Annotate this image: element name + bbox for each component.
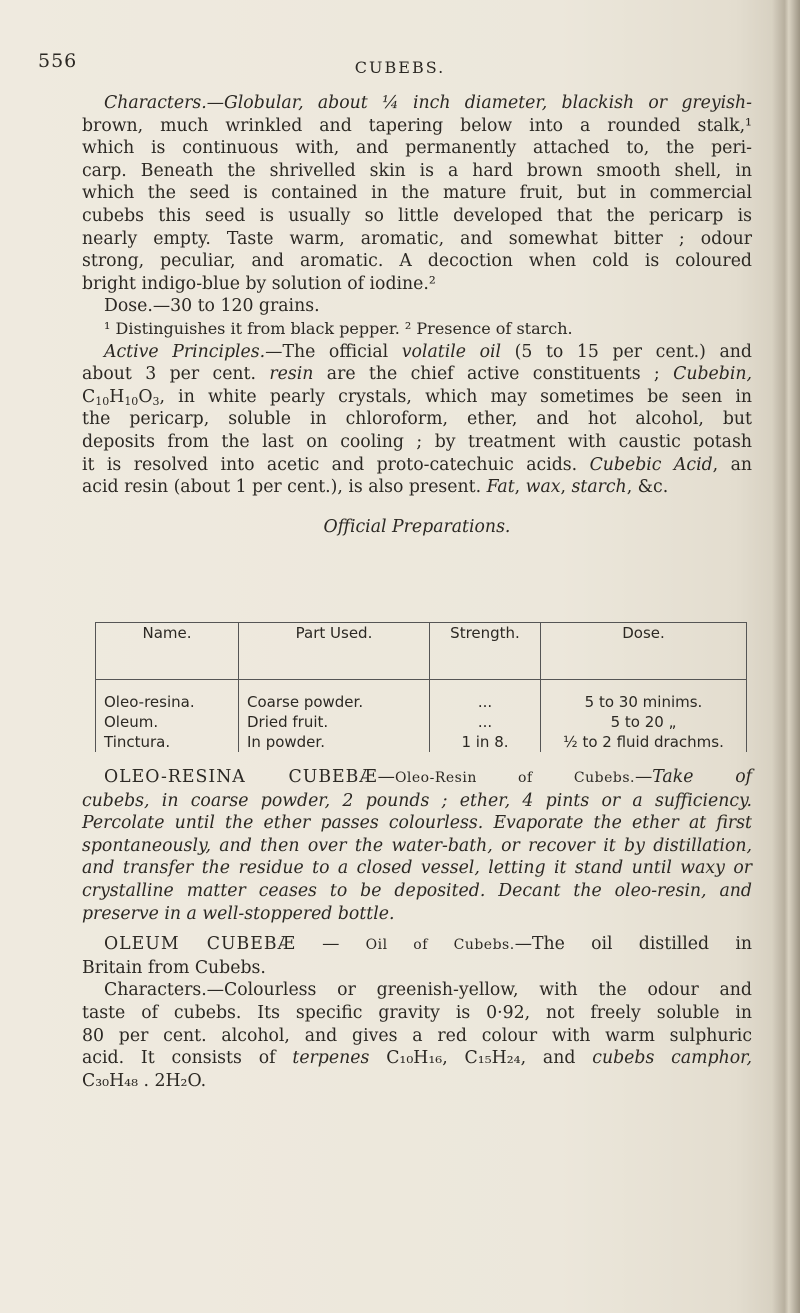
- name-cell: [96, 680, 239, 753]
- preparations-table: [95, 622, 747, 752]
- oleum-line-5: 80 per cent. alcohol, and gives a red colour with warm sulphuric: [82, 1025, 752, 1046]
- header-name: Name.: [96, 623, 239, 680]
- dose-2: 5 to 20 „: [610, 713, 677, 731]
- characters-line-1: Characters.—Globular, about ¼ inch diameter, blackish or greyish-: [104, 93, 752, 113]
- characters-line-3: which is continuous with, and permanently attached to, the peri-: [82, 138, 752, 159]
- oleoresina-line-1: OLEO-RESINA CUBEBÆ—Oleo-Resin of Cubebs.—Take of: [104, 767, 752, 787]
- part-coarse-powder: Coarse powder.: [247, 693, 364, 711]
- active-line-1: Active Principles.—The official volatile oil (5 to 15 per cent.) and: [104, 341, 752, 362]
- active-line-5: deposits from the last on cooling ; by treatment with caustic potash: [82, 431, 752, 452]
- strength-cell: [430, 680, 541, 753]
- characters-line-6: cubebs this seed is usually so little developed that the pericarp is: [82, 205, 752, 226]
- strength-1: ...: [477, 693, 493, 711]
- page-edge-shadow: [772, 0, 800, 1313]
- oleoresina-line-5: and transfer the residue to a closed vessel, letting it stand until waxy or: [82, 858, 752, 879]
- oleum-line-2: Britain from Cubebs.: [82, 957, 266, 978]
- strength-2: ...: [477, 713, 493, 731]
- oleoresina-line-6: crystalline matter ceases to be deposited. Decant the oleo-resin, and: [82, 880, 752, 901]
- header-part-used: Part Used.: [239, 623, 430, 680]
- oleum-line-4: taste of cubebs. Its specific gravity is 0·92, not freely soluble in: [82, 1002, 752, 1023]
- part-dried-fruit: Dried fruit.: [247, 713, 329, 731]
- name-tinctura: Tinctura.: [104, 733, 171, 751]
- characters-line-4: carp. Beneath the shrivelled skin is a hard brown smooth shell, in: [82, 160, 752, 181]
- characters-line-9: bright indigo-blue by solution of iodine.²: [82, 273, 436, 294]
- official-preparations-heading: Official Preparations.: [323, 516, 511, 537]
- characters-line-8: strong, peculiar, and aromatic. A decoction when cold is coloured: [82, 251, 752, 272]
- table-header-row: [96, 623, 747, 680]
- name-oleo-resina: Oleo-resina.: [104, 693, 195, 711]
- active-line-6: it is resolved into acetic and proto-catechuic acids. Cubebic Acid, an: [82, 454, 753, 475]
- active-line-3: $C_{10}H_{10}O_3$, in white pearly crystals, which may sometimes be seen in: [82, 386, 752, 408]
- table-row: [96, 680, 747, 753]
- oleum-line-7: C₃₀H₄₈ . 2H₂O.: [82, 1070, 207, 1091]
- active-line-4: the pericarp, soluble in chloroform, ether, and hot alcohol, but: [82, 409, 752, 430]
- part-in-powder: In powder.: [247, 733, 325, 751]
- oleum-line-3: Characters.—Colourless or greenish-yellow, with the odour and: [104, 980, 752, 1001]
- characters-line-7: nearly empty. Taste warm, aromatic, and somewhat bitter ; odour: [82, 228, 752, 249]
- characters-line-5: which the seed is contained in the mature fruit, but in commercial: [82, 183, 752, 204]
- oleoresina-line-4: spontaneously, and then over the water-bath, or recover it by distillation,: [82, 835, 752, 856]
- running-head: CUBEBS.: [354, 58, 446, 77]
- page-body: [82, 92, 752, 553]
- dose-cell: [541, 680, 747, 753]
- oleum-line-1: OLEUM CUBEBÆ — Oil of Cubebs.—The oil distilled in: [104, 934, 752, 955]
- header-strength: Strength.: [430, 623, 541, 680]
- oleoresina-line-3: Percolate until the ether passes colourless. Evaporate the ether at first: [82, 813, 752, 834]
- dose-3: ½ to 2 fluid drachms.: [563, 733, 724, 751]
- active-line-7: acid resin (about 1 per cent.), is also present. Fat, wax, starch, &c.: [82, 477, 669, 498]
- footnotes: ¹ Distinguishes it from black pepper. ² Presence of starch.: [104, 318, 573, 338]
- characters-line-2: brown, much wrinkled and tapering below into a rounded stalk,¹: [82, 115, 752, 136]
- monographs: [82, 766, 752, 1092]
- part-used-cell: [239, 680, 430, 753]
- page-number: 556: [38, 50, 78, 72]
- dose-1: 5 to 30 minims.: [584, 693, 703, 711]
- oleum-line-6: acid. It consists of terpenes C₁₀H₁₆, C₁₅H₂₄, and cubebs camphor,: [82, 1048, 752, 1069]
- oleoresina-line-7: preserve in a well-stoppered bottle.: [82, 903, 395, 924]
- dose-line: Dose.—30 to 120 grains.: [104, 296, 320, 317]
- name-oleum: Oleum.: [104, 713, 159, 731]
- header-dose: Dose.: [541, 623, 747, 680]
- oleoresina-line-2: cubebs, in coarse powder, 2 pounds ; ether, 4 pints or a sufficiency.: [82, 790, 752, 811]
- strength-3: 1 in 8.: [461, 733, 509, 751]
- active-line-2: about 3 per cent. resin are the chief active constituents ; Cubebin,: [82, 364, 752, 385]
